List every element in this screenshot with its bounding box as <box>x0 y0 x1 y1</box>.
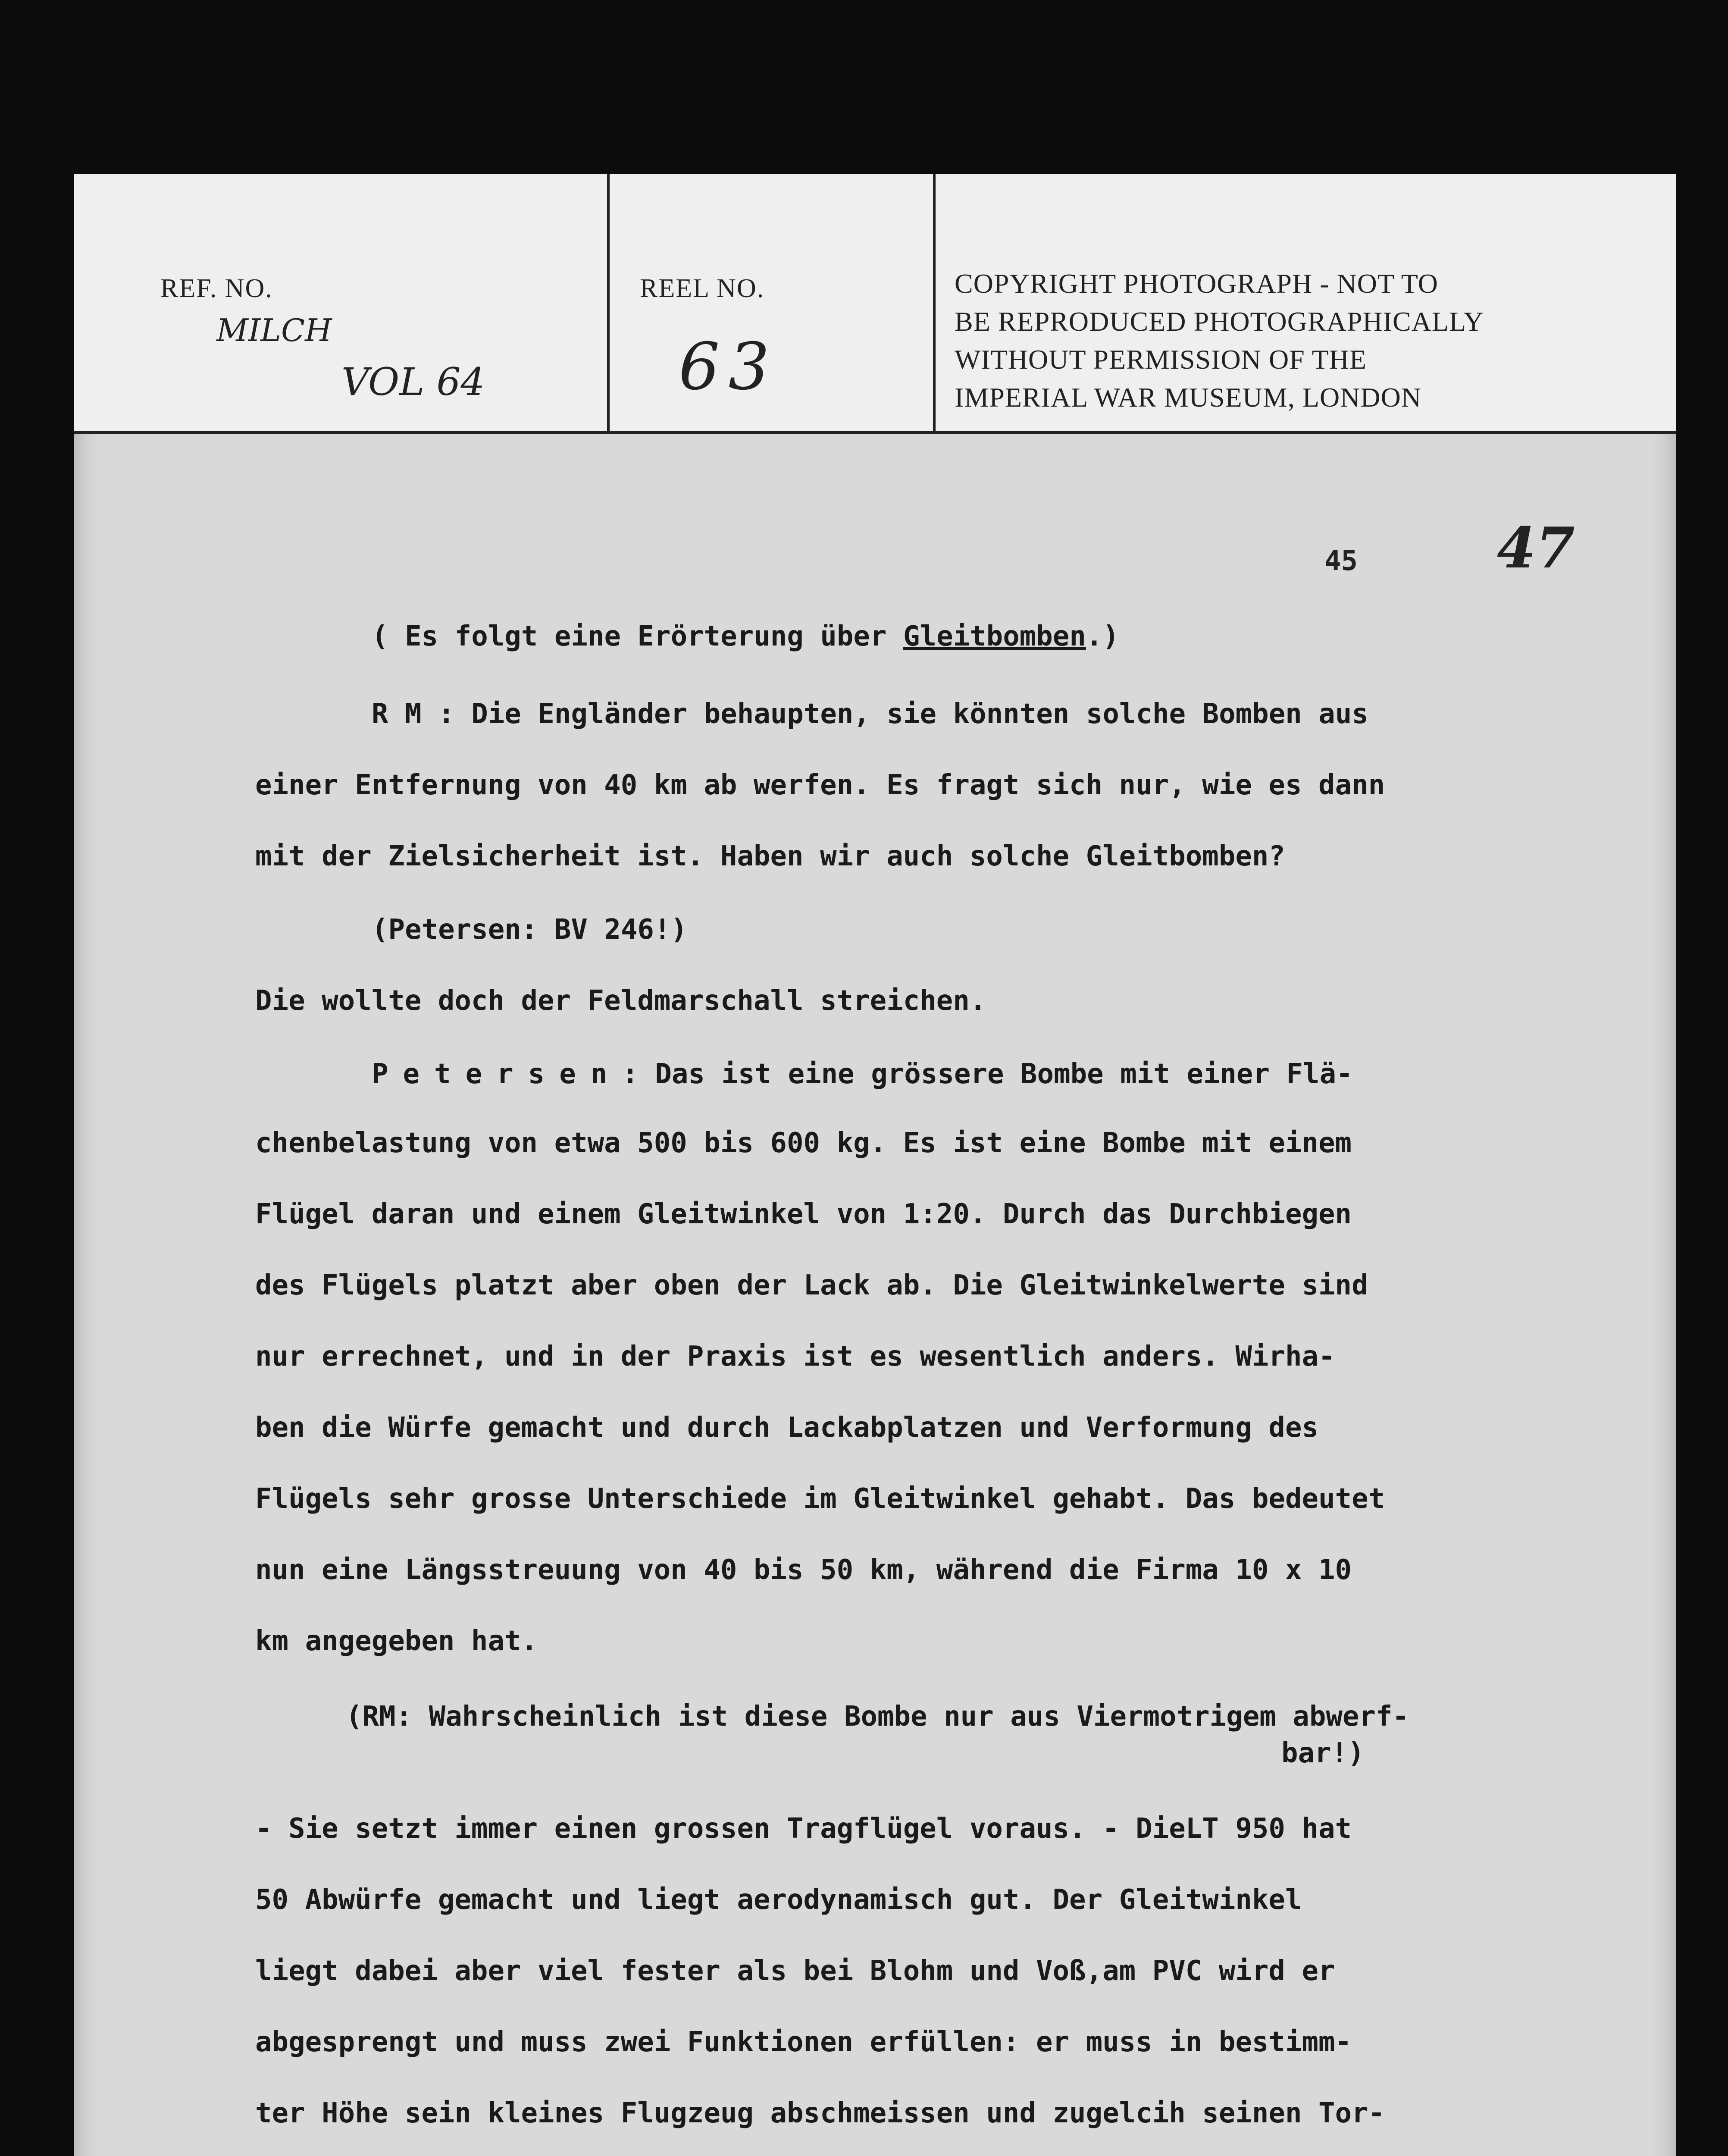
speaker-name: Petersen <box>372 1058 622 1090</box>
text-line: Flügels sehr grosse Unterschiede im Gleitwinkel gehabt. Das bedeutet <box>255 1483 1385 1515</box>
text-line <box>372 698 1368 730</box>
text-line: 50 Abwürfe gemacht und liegt aerodynamisch gut. Der Gleitwinkel <box>255 1884 1302 1916</box>
text-line: einer Entfernung von 40 km ab werfen. Es fragt sich nur, wie es dann <box>255 769 1385 801</box>
reel-cell <box>610 174 936 431</box>
text-line: - Sie setzt immer einen grossen Tragflügel voraus. - DieLT 950 hat <box>255 1813 1352 1845</box>
archive-header <box>74 174 1676 434</box>
ref-label: REF. NO. <box>160 274 273 303</box>
text-line: (RM: Wahrscheinlich ist diese Bombe nur aus Viermotrigem abwerf- <box>346 1701 1409 1733</box>
text-line: (Petersen: BV 246!) <box>372 914 688 946</box>
text-line: Flügel daran und einem Gleitwinkel von 1:20. Durch das Durchbiegen <box>255 1198 1352 1230</box>
text-line: km angegeben hat. <box>255 1625 538 1657</box>
copyright-line: BE REPRODUCED PHOTOGRAPHICALLY <box>955 306 1484 337</box>
handwritten-page-number: 47 <box>1497 515 1575 581</box>
copyright-notice <box>955 265 1662 417</box>
ref-cell <box>74 174 610 431</box>
text-line: mit der Zielsicherheit ist. Haben wir auch solche Gleitbomben? <box>255 840 1285 872</box>
text-line: bar!) <box>1281 1737 1365 1769</box>
text-fragment: ( Es folgt eine Erörterung über <box>372 620 903 652</box>
text-line: des Flügels platzt aber oben der Lack ab. Die Gleitwinkelwerte sind <box>255 1269 1368 1301</box>
text-line <box>372 620 1119 652</box>
underlined-term: Gleitbomben <box>903 620 1086 652</box>
text-line: chenbelastung von etwa 500 bis 600 kg. Es ist eine Bombe mit einem <box>255 1127 1352 1159</box>
text-line: liegt dabei aber viel fester als bei Blohm und Voß,am PVC wird er <box>255 1955 1335 1987</box>
text-fragment: : Das ist eine grössere Bombe mit einer Flä- <box>622 1058 1353 1090</box>
reel-value: 63 <box>679 329 778 404</box>
text-line: nun eine Längsstreuung von 40 bis 50 km, während die Firma 10 x 10 <box>255 1554 1352 1586</box>
text-line: Die wollte doch der Feldmarschall streichen. <box>255 985 986 1017</box>
text-fragment: : Die Engländer behaupten, sie könnten solche Bomben aus <box>421 698 1368 730</box>
text-line: ben die Würfe gemacht und durch Lackabplatzen und Verformung des <box>255 1412 1318 1444</box>
copyright-line: COPYRIGHT PHOTOGRAPH - NOT TO <box>955 268 1438 299</box>
typed-page-number: 45 <box>1324 545 1358 577</box>
ref-value-line1: MILCH <box>216 312 332 348</box>
reel-label: REEL NO. <box>640 274 765 303</box>
document-sheet <box>74 174 1676 2156</box>
ref-value-line2: VOL 64 <box>341 360 485 404</box>
text-line: nur errechnet, und in der Praxis ist es wesentlich anders. Wirha- <box>255 1341 1335 1373</box>
copyright-line: IMPERIAL WAR MUSEUM, LONDON <box>955 382 1422 413</box>
text-fragment: .) <box>1086 620 1119 652</box>
text-line <box>372 1058 1353 1090</box>
text-line: abgesprengt und muss zwei Funktionen erfüllen: er muss in bestimm- <box>255 2026 1352 2058</box>
copyright-line: WITHOUT PERMISSION OF THE <box>955 344 1367 375</box>
speaker-name: R M <box>372 698 422 730</box>
text-line: ter Höhe sein kleines Flugzeug abschmeissen und zugelcih seinen Tor- <box>255 2097 1385 2129</box>
